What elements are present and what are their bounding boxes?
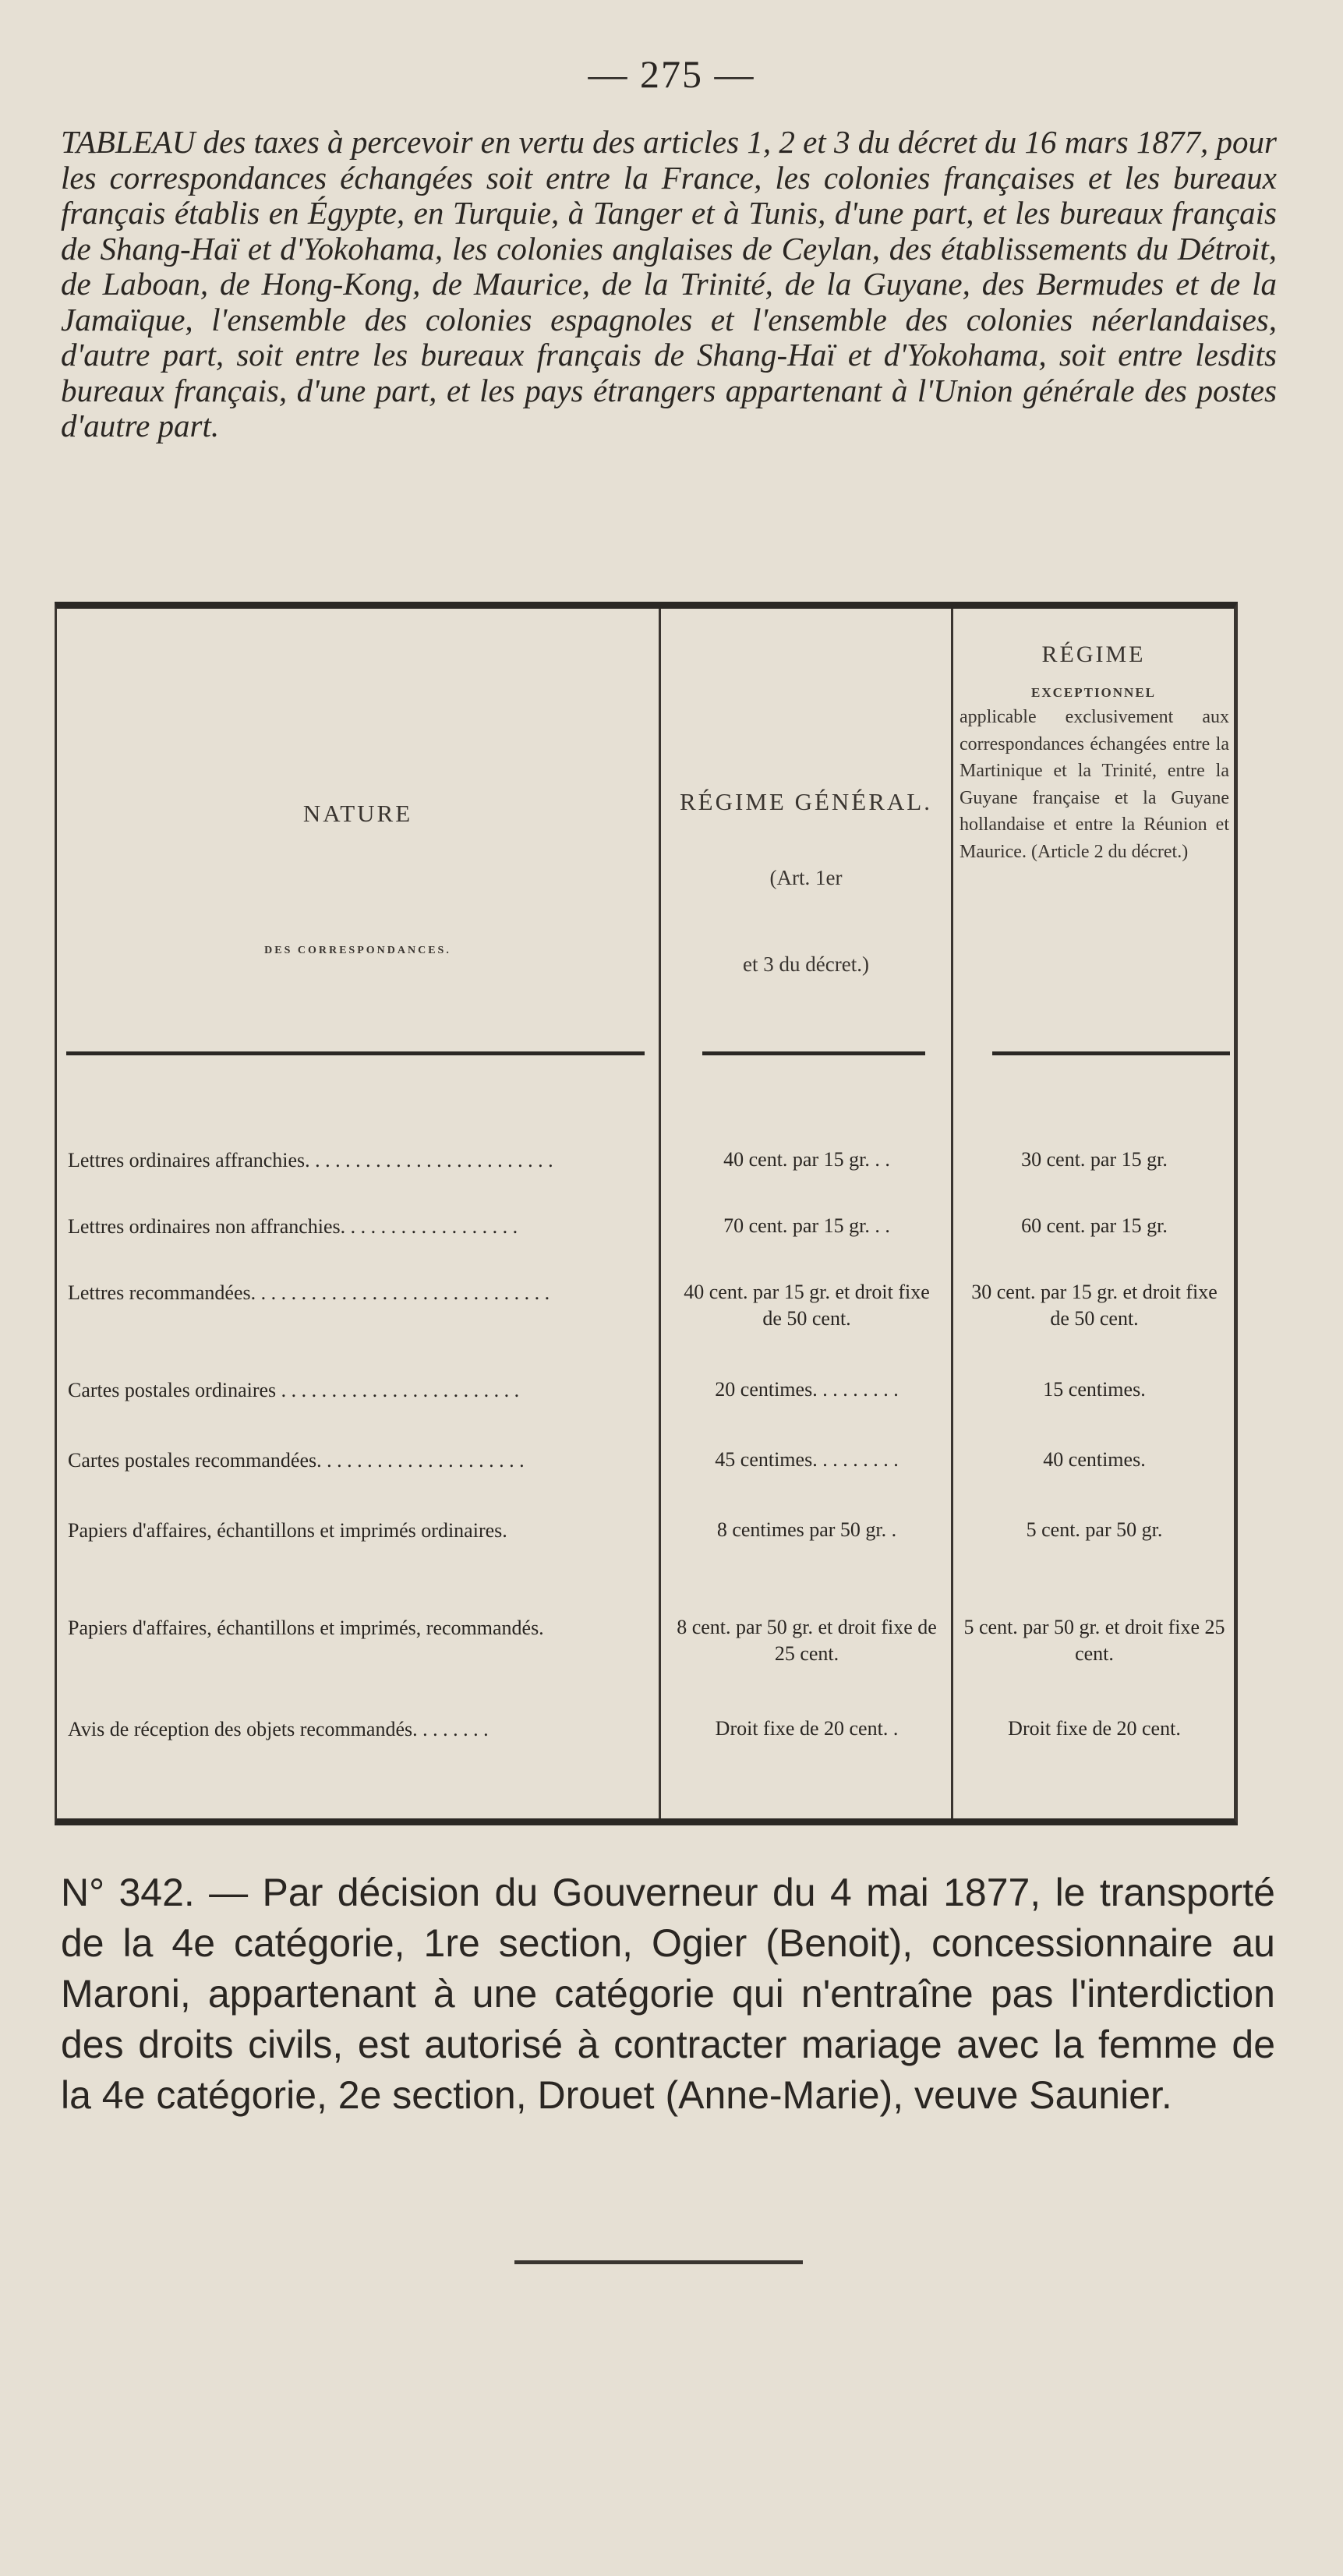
end-rule bbox=[514, 2260, 803, 2264]
row-general-rate: 8 centimes par 50 gr. . bbox=[716, 1518, 897, 1541]
row-exceptional-rate: 5 cent. par 50 gr. et droit fixe 25 cent. bbox=[963, 1616, 1225, 1665]
table-caption: TABLEAU des taxes à percevoir en vertu des articles 1, 2 et 3 du décret du 16 mars 1877, pour les correspondances échangées soit entre la France, les colonies françaises et les bureaux français établis en Égypte, en Turquie, à Tanger et à Tunis, d'une part, et les bureaux français de Shang-Haï et d'Yokohama, les colonies anglaises de Ceylan, des établissements du Détroit, de Laboan, de Hong-Kong, de Maurice, de la Trinité, de la Guyane, des Bermudes et de la Jamaïque, l'ensemble des colonies espagnoles et l'ensemble des colonies néerlandaises, d'autre part, soit entre les bureaux français de Shang-Haï et d'Yokohama, soit entre lesdits bureaux français, d'une part, et les pays étrangers appartenant à l'Union générale des postes d'autre part. bbox=[61, 124, 1277, 443]
header-rule bbox=[66, 1051, 645, 1055]
row-general-rate: Droit fixe de 20 cent. . bbox=[715, 1717, 899, 1740]
header-rule bbox=[702, 1051, 925, 1055]
row-nature: Lettres recommandées. . . . . . . . . . . . . . . . . . . . . . . . . . . . . . bbox=[68, 1281, 550, 1304]
page-number: — 275 — bbox=[588, 52, 755, 96]
row-exceptional-rate: 30 cent. par 15 gr. bbox=[1021, 1148, 1168, 1171]
row-general-rate: 40 cent. par 15 gr. et droit fixe de 50 cent. bbox=[684, 1281, 930, 1330]
row-general-rate: 8 cent. par 50 gr. et droit fixe de 25 cent. bbox=[677, 1616, 937, 1665]
header-general bbox=[661, 609, 951, 977]
header-exceptional-description: applicable exclusivement aux correspondances échangées entre la Martinique et la Trinité, entre la Guyane française et la Guyane hollandaise et entre la Réunion et Maurice. (Article 2 du décret.) bbox=[960, 707, 1229, 862]
header-nature-subtitle: DES CORRESPONDANCES. bbox=[264, 945, 451, 956]
row-exceptional-rate: Droit fixe de 20 cent. bbox=[1008, 1717, 1181, 1740]
header-exceptional-title: RÉGIME bbox=[1041, 641, 1146, 667]
row-exceptional-rate: 60 cent. par 15 gr. bbox=[1021, 1214, 1168, 1237]
header-nature bbox=[57, 609, 659, 957]
header-general-decree: et 3 du décret.) bbox=[743, 952, 869, 976]
header-exceptional-subtitle: EXCEPTIONNEL bbox=[1030, 685, 1157, 700]
row-nature: Avis de réception des objets recommandés. . . . . . . . bbox=[68, 1718, 489, 1740]
header-exceptional bbox=[953, 609, 1234, 866]
header-rule bbox=[992, 1051, 1230, 1055]
row-general-rate: 45 centimes. . . . . . . . . bbox=[715, 1448, 899, 1471]
row-exceptional-rate: 40 centimes. bbox=[1043, 1448, 1146, 1471]
tariff-table bbox=[55, 602, 1238, 1825]
row-nature: Lettres ordinaires affranchies. . . . . . . . . . . . . . . . . . . . . . . . . bbox=[68, 1149, 553, 1171]
row-exceptional-rate: 30 cent. par 15 gr. et droit fixe de 50 cent. bbox=[971, 1281, 1218, 1330]
decision-paragraph: N° 342. — Par décision du Gouverneur du 4 mai 1877, le transporté de la 4e catégorie, 1re section, Ogier (Benoit), concessionnaire au Maroni, appartenant à une catégorie qui n'entraîne pas l'interdiction des droits civils, est autorisé à contracter mariage avec la femme de la 4e catégorie, 2e section, Drouet (Anne-Marie), veuve Saunier. bbox=[61, 1871, 1275, 2117]
header-general-article: (Art. 1er bbox=[769, 866, 843, 889]
row-general-rate: 40 cent. par 15 gr. . . bbox=[723, 1148, 890, 1171]
row-exceptional-rate: 15 centimes. bbox=[1043, 1378, 1146, 1401]
row-general-rate: 70 cent. par 15 gr. . . bbox=[723, 1214, 890, 1237]
row-exceptional-rate: 5 cent. par 50 gr. bbox=[1026, 1518, 1163, 1541]
row-nature: Cartes postales ordinaires . . . . . . . . . . . . . . . . . . . . . . . . bbox=[68, 1379, 520, 1401]
header-general-title: RÉGIME GÉNÉRAL. bbox=[680, 788, 932, 815]
header-nature-title: NATURE bbox=[302, 800, 413, 827]
row-nature: Cartes postales recommandées. . . . . . . . . . . . . . . . . . . . . bbox=[68, 1449, 525, 1472]
row-nature: Lettres ordinaires non affranchies. . . . . . . . . . . . . . . . . . bbox=[68, 1215, 518, 1238]
row-nature: Papiers d'affaires, échantillons et imprimés ordinaires. bbox=[68, 1519, 507, 1542]
row-nature: Papiers d'affaires, échantillons et imprimés, recommandés. bbox=[68, 1617, 544, 1639]
row-general-rate: 20 centimes. . . . . . . . . bbox=[715, 1378, 899, 1401]
